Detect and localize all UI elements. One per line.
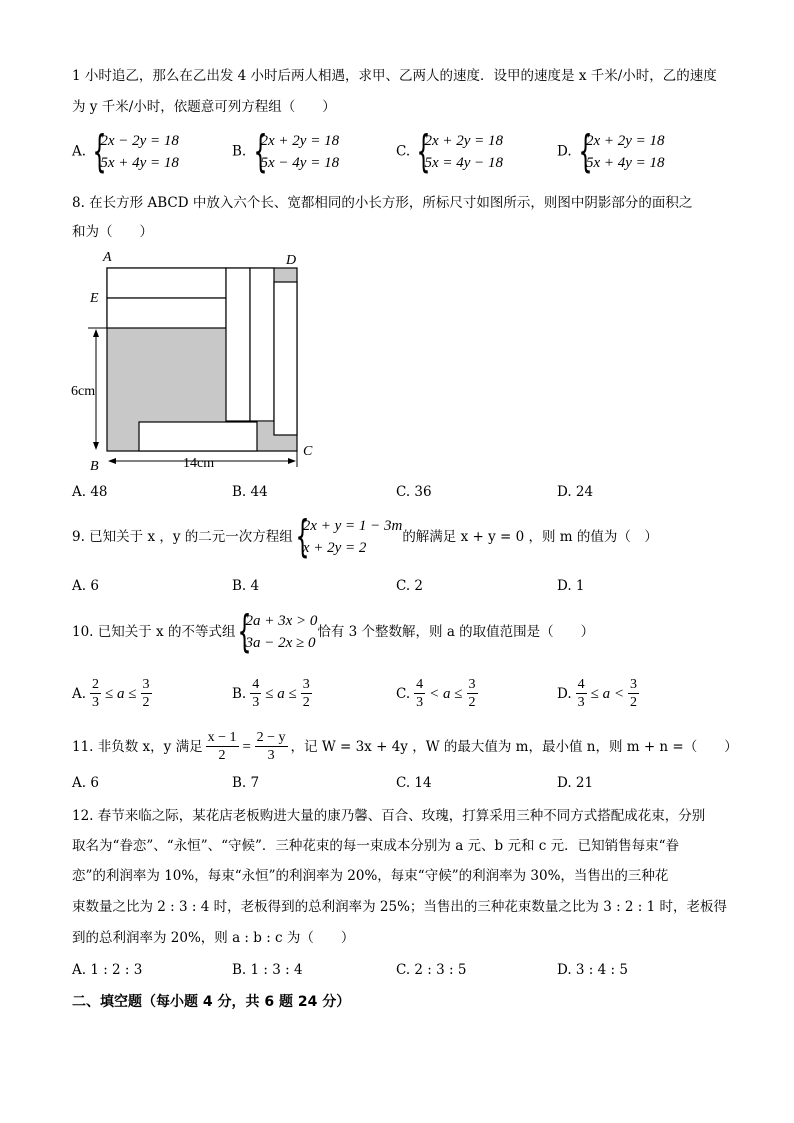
small-rect-2 (107, 298, 226, 328)
eq-row: 2x + 2y = 18 (424, 133, 503, 149)
q7-option-d: D. { 2x + 2y = 18 5x + 4y = 18 (557, 126, 665, 177)
q8-option-b: B. 44 (232, 484, 268, 500)
option-label: D. (557, 143, 572, 160)
fraction (90, 676, 101, 711)
q10-suffix: 恰有 3 个整数解，则 a 的取值范围是（ ） (317, 624, 595, 640)
section-heading-fill-in: 二、填空题（每小题 4 分，共 6 题 24 分） (72, 994, 351, 1010)
denominator: 3 (267, 748, 275, 763)
q9-option-c: C. 2 (396, 578, 424, 594)
numerator: 2 − y (256, 730, 286, 745)
denominator: 3 (92, 695, 100, 710)
q12-option-d: D. 3 : 4 : 5 (557, 962, 628, 978)
q12-line2: 取名为“眷恋”、“永恒”、“守候”．三种花束的每一束成本分别为 a 元、b 元和 c 元．已知销售每束“眷 (72, 838, 680, 854)
small-rect-4 (250, 268, 274, 421)
q8-option-d: D. 24 (557, 484, 594, 500)
q11-option-d: D. 21 (557, 775, 594, 791)
denominator: 2 (302, 695, 310, 710)
shaded-region-top-right (274, 268, 297, 282)
height-arrow-up (93, 329, 99, 337)
numerator: 2 (92, 677, 100, 692)
fraction (206, 729, 239, 764)
numerator: 4 (252, 677, 260, 692)
q9-option-b: B. 4 (232, 578, 260, 594)
eq-row: 2x + y = 1 − 3m (302, 518, 403, 534)
q11-option-c: C. 14 (396, 775, 432, 791)
numerator: x − 1 (207, 730, 237, 745)
option-label: B. (232, 143, 247, 160)
fraction (141, 676, 152, 711)
denominator: 2 (142, 695, 150, 710)
q8-line2: 和为（ ） (72, 224, 153, 240)
q12-option-b: B. 1 : 3 : 4 (232, 962, 303, 978)
eq-row: 5x = 4y − 18 (424, 155, 503, 171)
label-d: D (286, 253, 297, 268)
q10-option-d (557, 676, 639, 711)
width-label: 14cm (183, 456, 215, 471)
height-arrow-down (93, 442, 99, 450)
numerator: 3 (302, 677, 310, 692)
q11-option-a: A. 6 (72, 775, 99, 791)
option-label: D. (557, 685, 572, 702)
q8-line1: 8. 在长方形 ABCD 中放入六个长、宽都相同的小长方形，所标尺寸如图所示，则图中阴影部分的面积之 (72, 195, 693, 211)
option-label: B. (232, 685, 247, 702)
fraction (628, 676, 639, 711)
option-label: C. (396, 685, 411, 702)
eq-row: 2a + 3x > 0 (245, 613, 318, 629)
q9-option-a: A. 6 (72, 578, 99, 594)
inequality: ≤ a ≤ (265, 685, 297, 702)
small-rect-1 (107, 268, 226, 298)
q11-option-b: B. 7 (232, 775, 260, 791)
q12-option-a: A. 1 : 2 : 3 (72, 962, 143, 978)
eq-row: 3a − 2x ≥ 0 (245, 635, 316, 651)
denominator: 3 (577, 695, 585, 710)
q7-option-c: C. { 2x + 2y = 18 5x = 4y − 18 (396, 126, 503, 177)
q12-line5: 到的总利润率为 20%，则 a : b : c 为（ ） (72, 930, 355, 946)
q10-stem: 10. 已知关于 x 的不等式组 { 2a + 3x > 0 3a − 2x ≥ 0 恰有 3 个整数解，则 a 的取值范围是（ ） (72, 606, 595, 657)
q12-option-c: C. 2 : 3 : 5 (396, 962, 467, 978)
height-label: 6cm (71, 384, 96, 399)
fraction (301, 676, 312, 711)
eq-row: 5x − 4y = 18 (260, 155, 340, 171)
fraction (250, 676, 261, 711)
eq-row: 5x + 4y = 18 (100, 155, 179, 171)
q11-stem (72, 729, 738, 764)
inequality: < a ≤ (429, 685, 463, 702)
inequality: ≤ a ≤ (105, 685, 137, 702)
q7-option-b: B. { 2x + 2y = 18 5x − 4y = 18 (232, 126, 340, 177)
fraction (414, 676, 425, 711)
denominator: 2 (468, 695, 476, 710)
q11-suffix: ，记 W = 3x + 4y ，W 的最大值为 m，最小值 n，则 m + n =（ ） (290, 738, 738, 755)
denominator: 3 (252, 695, 260, 710)
q10-prefix: 10. 已知关于 x 的不等式组 (72, 624, 236, 640)
option-label: A. (72, 685, 87, 702)
eq-row: 2x + 2y = 18 (585, 133, 665, 149)
q12-line1: 12. 春节来临之际，某花店老板购进大量的康乃馨、百合、玫瑰，打算采用三种不同方式搭配成花束，分别 (72, 808, 706, 824)
q7-option-a: A. { 2x − 2y = 18 5x + 4y = 18 (72, 126, 179, 177)
q7-line2: 为 y 千米/小时，依题意可列方程组（ ） (72, 99, 336, 115)
q10-option-b (232, 676, 312, 711)
q9-option-d: D. 1 (557, 578, 585, 594)
width-arrow-left (108, 458, 116, 464)
q9-stem: 9. 已知关于 x ，y 的二元一次方程组 { 2x + y = 1 − 3m x + 2y = 2 的解满足 x + y = 0 ，则 m 的值为（ ） (72, 511, 658, 562)
option-label: C. (396, 143, 411, 160)
option-label: A. (72, 143, 87, 160)
equals-sign: = (241, 738, 252, 755)
small-rect-3 (226, 268, 250, 421)
eq-row: 5x + 4y = 18 (585, 155, 665, 171)
q8-option-a: A. 48 (72, 484, 108, 500)
q9-prefix: 9. 已知关于 x ，y 的二元一次方程组 (72, 529, 293, 545)
small-rect-5 (274, 282, 297, 435)
label-b: B (90, 459, 99, 474)
q7-line1: 1 小时追乙，那么在乙出发 4 小时后两人相遇，求甲、乙两人的速度．设甲的速度是 x 千米/小时，乙的速度 (72, 68, 717, 84)
label-c: C (303, 444, 313, 459)
small-rect-6 (139, 422, 257, 451)
eq-row: x + 2y = 2 (302, 540, 367, 556)
label-a: A (103, 250, 112, 265)
fraction (576, 676, 587, 711)
denominator: 2 (218, 748, 226, 763)
q12-line4: 束数量之比为 2 : 3 : 4 时，老板得到的总利润率为 25%；当售出的三种花束数量之比为 3 : 2 : 1 时，老板得 (72, 899, 728, 915)
fraction (255, 729, 288, 764)
q11-prefix: 11. 非负数 x，y 满足 (72, 738, 203, 755)
eq-row: 2x + 2y = 18 (260, 133, 340, 149)
numerator: 3 (630, 677, 637, 692)
q12-line3: 恋”的利润率为 10%，每束“永恒”的利润率为 20%，每束“守候”的利润率为 30%，当售出的三种花 (72, 868, 669, 884)
q8-figure (66, 245, 326, 475)
inequality: ≤ a < (590, 685, 624, 702)
denominator: 3 (416, 695, 424, 710)
fraction (467, 676, 478, 711)
label-e: E (90, 291, 99, 306)
numerator: 4 (416, 677, 424, 692)
q10-option-a (72, 676, 152, 711)
eq-row: 2x − 2y = 18 (100, 133, 179, 149)
q8-option-c: C. 36 (396, 484, 432, 500)
denominator: 2 (630, 695, 637, 710)
numerator: 3 (142, 677, 150, 692)
q9-suffix: 的解满足 x + y = 0 ，则 m 的值为（ ） (402, 529, 658, 545)
width-arrow-right (288, 458, 296, 464)
numerator: 4 (577, 677, 585, 692)
q10-option-c (396, 676, 478, 711)
numerator: 3 (468, 677, 476, 692)
